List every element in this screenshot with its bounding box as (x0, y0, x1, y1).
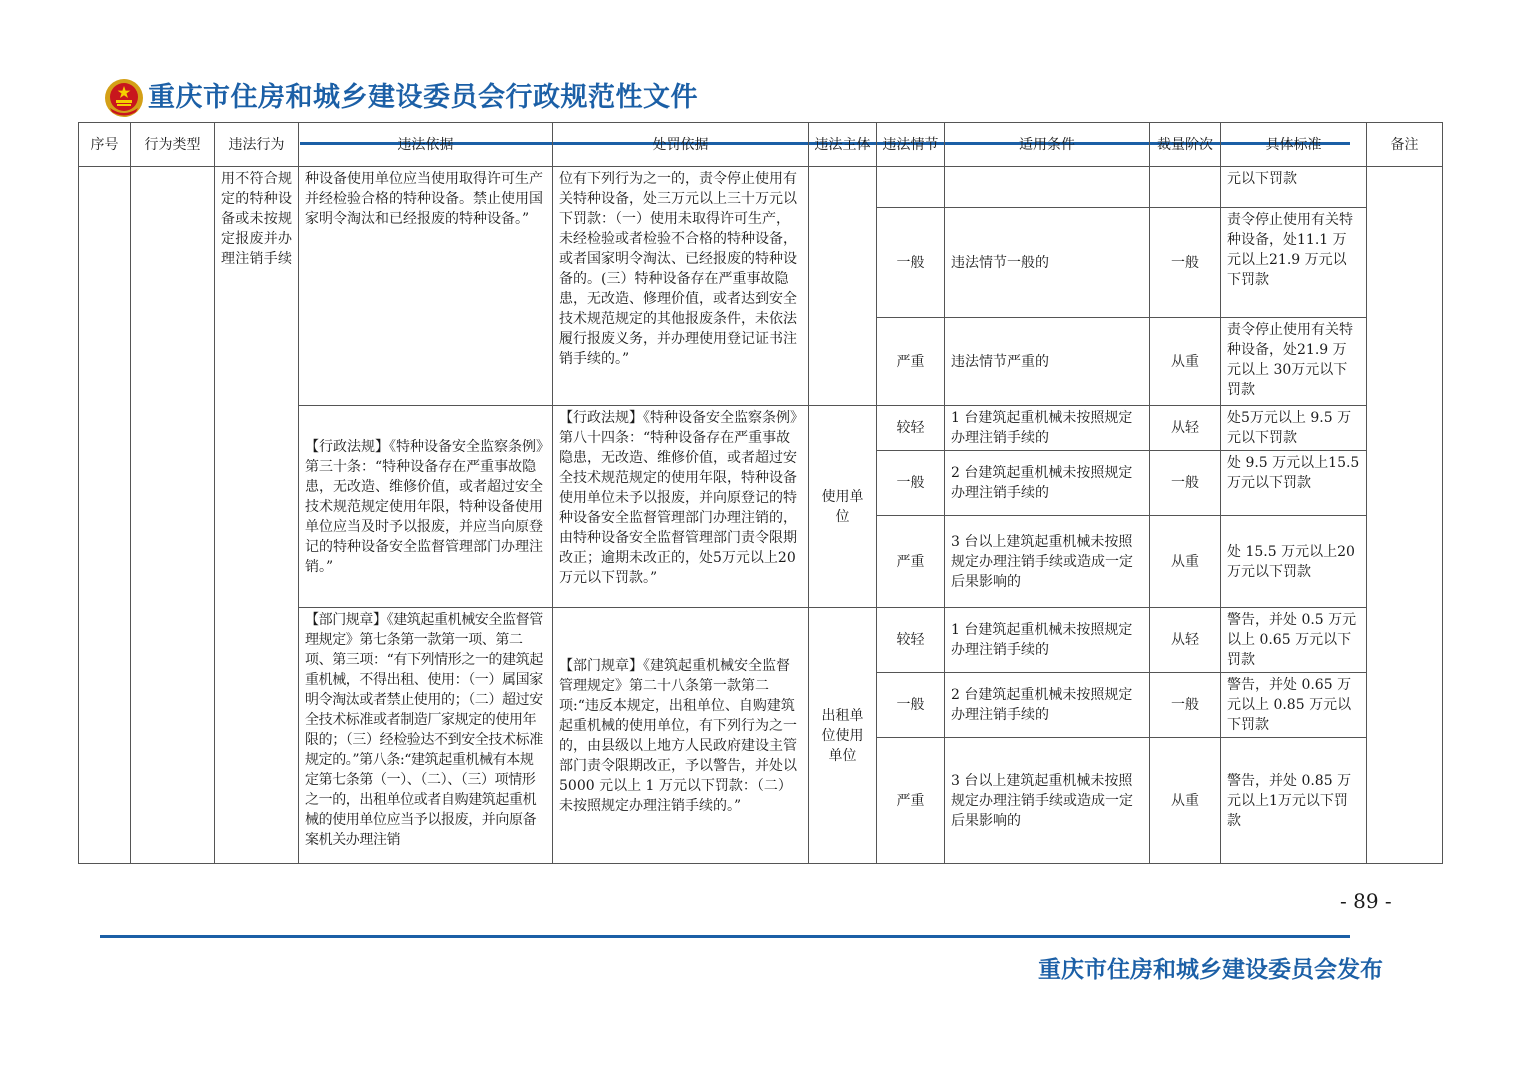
column-header: 适用条件 (945, 123, 1150, 167)
column-header: 违法主体 (809, 123, 877, 167)
document-header-title: 重庆市住房和城乡建设委员会行政规范性文件 (148, 82, 698, 113)
penalty-basis-cell: 【部门规章】《建筑起重机械安全监督管理规定》第二十八条第一款第二项:“违反本规定，出租单位、自购建筑起重机械的使用单位，有下列行为之一的，由县级以上地方人民政府建设主管部门责令限期改正，予以警告，并处以 5000 元以上 1 万元以下罚款：（二）未按照规定办理注销手续的。” (553, 608, 809, 864)
footer-rule (100, 935, 1350, 938)
severity-cell (877, 167, 945, 208)
severity-cell: 严重 (877, 738, 945, 864)
discretion-level-cell (1150, 167, 1221, 208)
standard-cell: 处5万元以上 9.5 万元以下罚款 (1221, 406, 1367, 451)
severity-cell: 严重 (877, 318, 945, 406)
condition-cell: 3 台以上建筑起重机械未按照规定办理注销手续或造成一定后果影响的 (945, 738, 1150, 864)
violation-subject-cell: 出租单位使用单位 (809, 608, 877, 864)
table-header-row (79, 123, 1443, 167)
standard-cell: 处 15.5 万元以上20 万元以下罚款 (1221, 516, 1367, 608)
column-header: 裁量阶次 (1150, 123, 1221, 167)
footer-publisher: 重庆市住房和城乡建设委员会发布 (1038, 957, 1383, 983)
penalty-basis-cell: 位有下列行为之一的，责令停止使用有关特种设备，处三万元以上三十万元以下罚款：（一）使用未取得许可生产，未经检验或者检验不合格的特种设备，或者国家明令淘汰、已经报废的特种设备的。(三）特种设备存在严重事故隐患，无改造、修理价值，或者达到安全技术规范规定的其他报废条件，未依法履行报废义务，并办理使用登记证书注销手续的。” (553, 167, 809, 406)
condition-cell (945, 167, 1150, 208)
condition-cell: 2 台建筑起重机械未按照规定办理注销手续的 (945, 451, 1150, 516)
discretion-level-cell: 一般 (1150, 208, 1221, 318)
page-number: - 89 - (1340, 889, 1392, 913)
discretion-level-cell: 从重 (1150, 738, 1221, 864)
serial-number-cell (79, 167, 131, 864)
condition-cell: 1 台建筑起重机械未按照规定办理注销手续的 (945, 608, 1150, 673)
severity-cell: 一般 (877, 673, 945, 738)
condition-cell: 2 台建筑起重机械未按照规定办理注销手续的 (945, 673, 1150, 738)
standard-cell: 处 9.5 万元以上15.5 万元以下罚款 (1221, 451, 1367, 516)
legal-basis-cell: 【行政法规】《特种设备安全监察条例》第三十条：“特种设备存在严重事故隐患，无改造、维修价值，或者超过安全技术规范规定使用年限，特种设备使用单位应当及时予以报废，并应当向原登记的特种设备安全监督管理部门办理注销。” (299, 406, 553, 608)
condition-cell: 3 台以上建筑起重机械未按照规定办理注销手续或造成一定后果影响的 (945, 516, 1150, 608)
column-header: 违法依据 (299, 123, 553, 167)
column-header: 序号 (79, 123, 131, 167)
standard-cell: 责令停止使用有关特种设备，处21.9 万元以上 30万元以下罚款 (1221, 318, 1367, 406)
discretion-level-cell: 一般 (1150, 451, 1221, 516)
table-row (79, 167, 1443, 208)
severity-cell: 较轻 (877, 608, 945, 673)
condition-cell: 违法情节严重的 (945, 318, 1150, 406)
column-header: 备注 (1367, 123, 1443, 167)
legal-basis-cell: 种设备使用单位应当使用取得许可生产并经检验合格的特种设备。禁止使用国家明令淘汰和已经报废的特种设备。” (299, 167, 553, 406)
violation-subject-cell: 使用单位 (809, 406, 877, 608)
severity-cell: 较轻 (877, 406, 945, 451)
severity-cell: 严重 (877, 516, 945, 608)
discretion-level-cell: 一般 (1150, 673, 1221, 738)
behavior-type-cell (131, 167, 215, 864)
condition-cell: 违法情节一般的 (945, 208, 1150, 318)
column-header: 违法情节 (877, 123, 945, 167)
column-header: 具体标准 (1221, 123, 1367, 167)
column-header: 处罚依据 (553, 123, 809, 167)
discretion-level-cell: 从重 (1150, 516, 1221, 608)
standard-cell: 警告，并处 0.85 万元以上1万元以下罚款 (1221, 738, 1367, 864)
standard-cell: 责令停止使用有关特种设备，处11.1 万元以上21.9 万元以下罚款 (1221, 208, 1367, 318)
standard-cell: 警告，并处 0.65 万元以上 0.85 万元以下罚款 (1221, 673, 1367, 738)
condition-cell: 1 台建筑起重机械未按照规定办理注销手续的 (945, 406, 1150, 451)
discretion-level-cell: 从重 (1150, 318, 1221, 406)
column-header: 行为类型 (131, 123, 215, 167)
legal-basis-cell: 【部门规章】《建筑起重机械安全监督管理规定》第七条第一款第一项、第二项、第三项：“有下列情形之一的建筑起重机械，不得出租、使用：（一）属国家明令淘汰或者禁止使用的；（二）超过安全技术标准或者制造厂家规定的使用年限的；（三）经检验达不到安全技术标准规定的。”第八条:“建筑起重机械有本规定第七条第（一）、（二）、（三）项情形之一的，出租单位或者自购建筑起重机械的使用单位应当予以报废，并向原备案机关办理注销 (299, 608, 553, 864)
severity-cell: 一般 (877, 208, 945, 318)
violation-subject-cell (809, 167, 877, 406)
penalty-standard-table (78, 122, 1443, 864)
discretion-level-cell: 从轻 (1150, 608, 1221, 673)
standard-cell: 元以下罚款 (1221, 167, 1367, 208)
national-emblem-icon (104, 78, 144, 118)
remarks-cell (1367, 167, 1443, 864)
discretion-level-cell: 从轻 (1150, 406, 1221, 451)
severity-cell: 一般 (877, 451, 945, 516)
column-header: 违法行为 (215, 123, 299, 167)
violation-behavior-cell: 用不符合规定的特种设备或未按规定报废并办理注销手续 (215, 167, 299, 864)
penalty-basis-cell: 【行政法规】《特种设备安全监察条例》第八十四条：“特种设备存在严重事故隐患，无改造、维修价值，或者超过安全技术规范规定的使用年限，特种设备使用单位未予以报废，并向原登记的特种设备安全监督管理部门办理注销的，由特种设备安全监督管理部门责令限期改正；逾期未改正的，处5万元以上20万元以下罚款。” (553, 406, 809, 608)
standard-cell: 警告，并处 0.5 万元以上 0.65 万元以下罚款 (1221, 608, 1367, 673)
